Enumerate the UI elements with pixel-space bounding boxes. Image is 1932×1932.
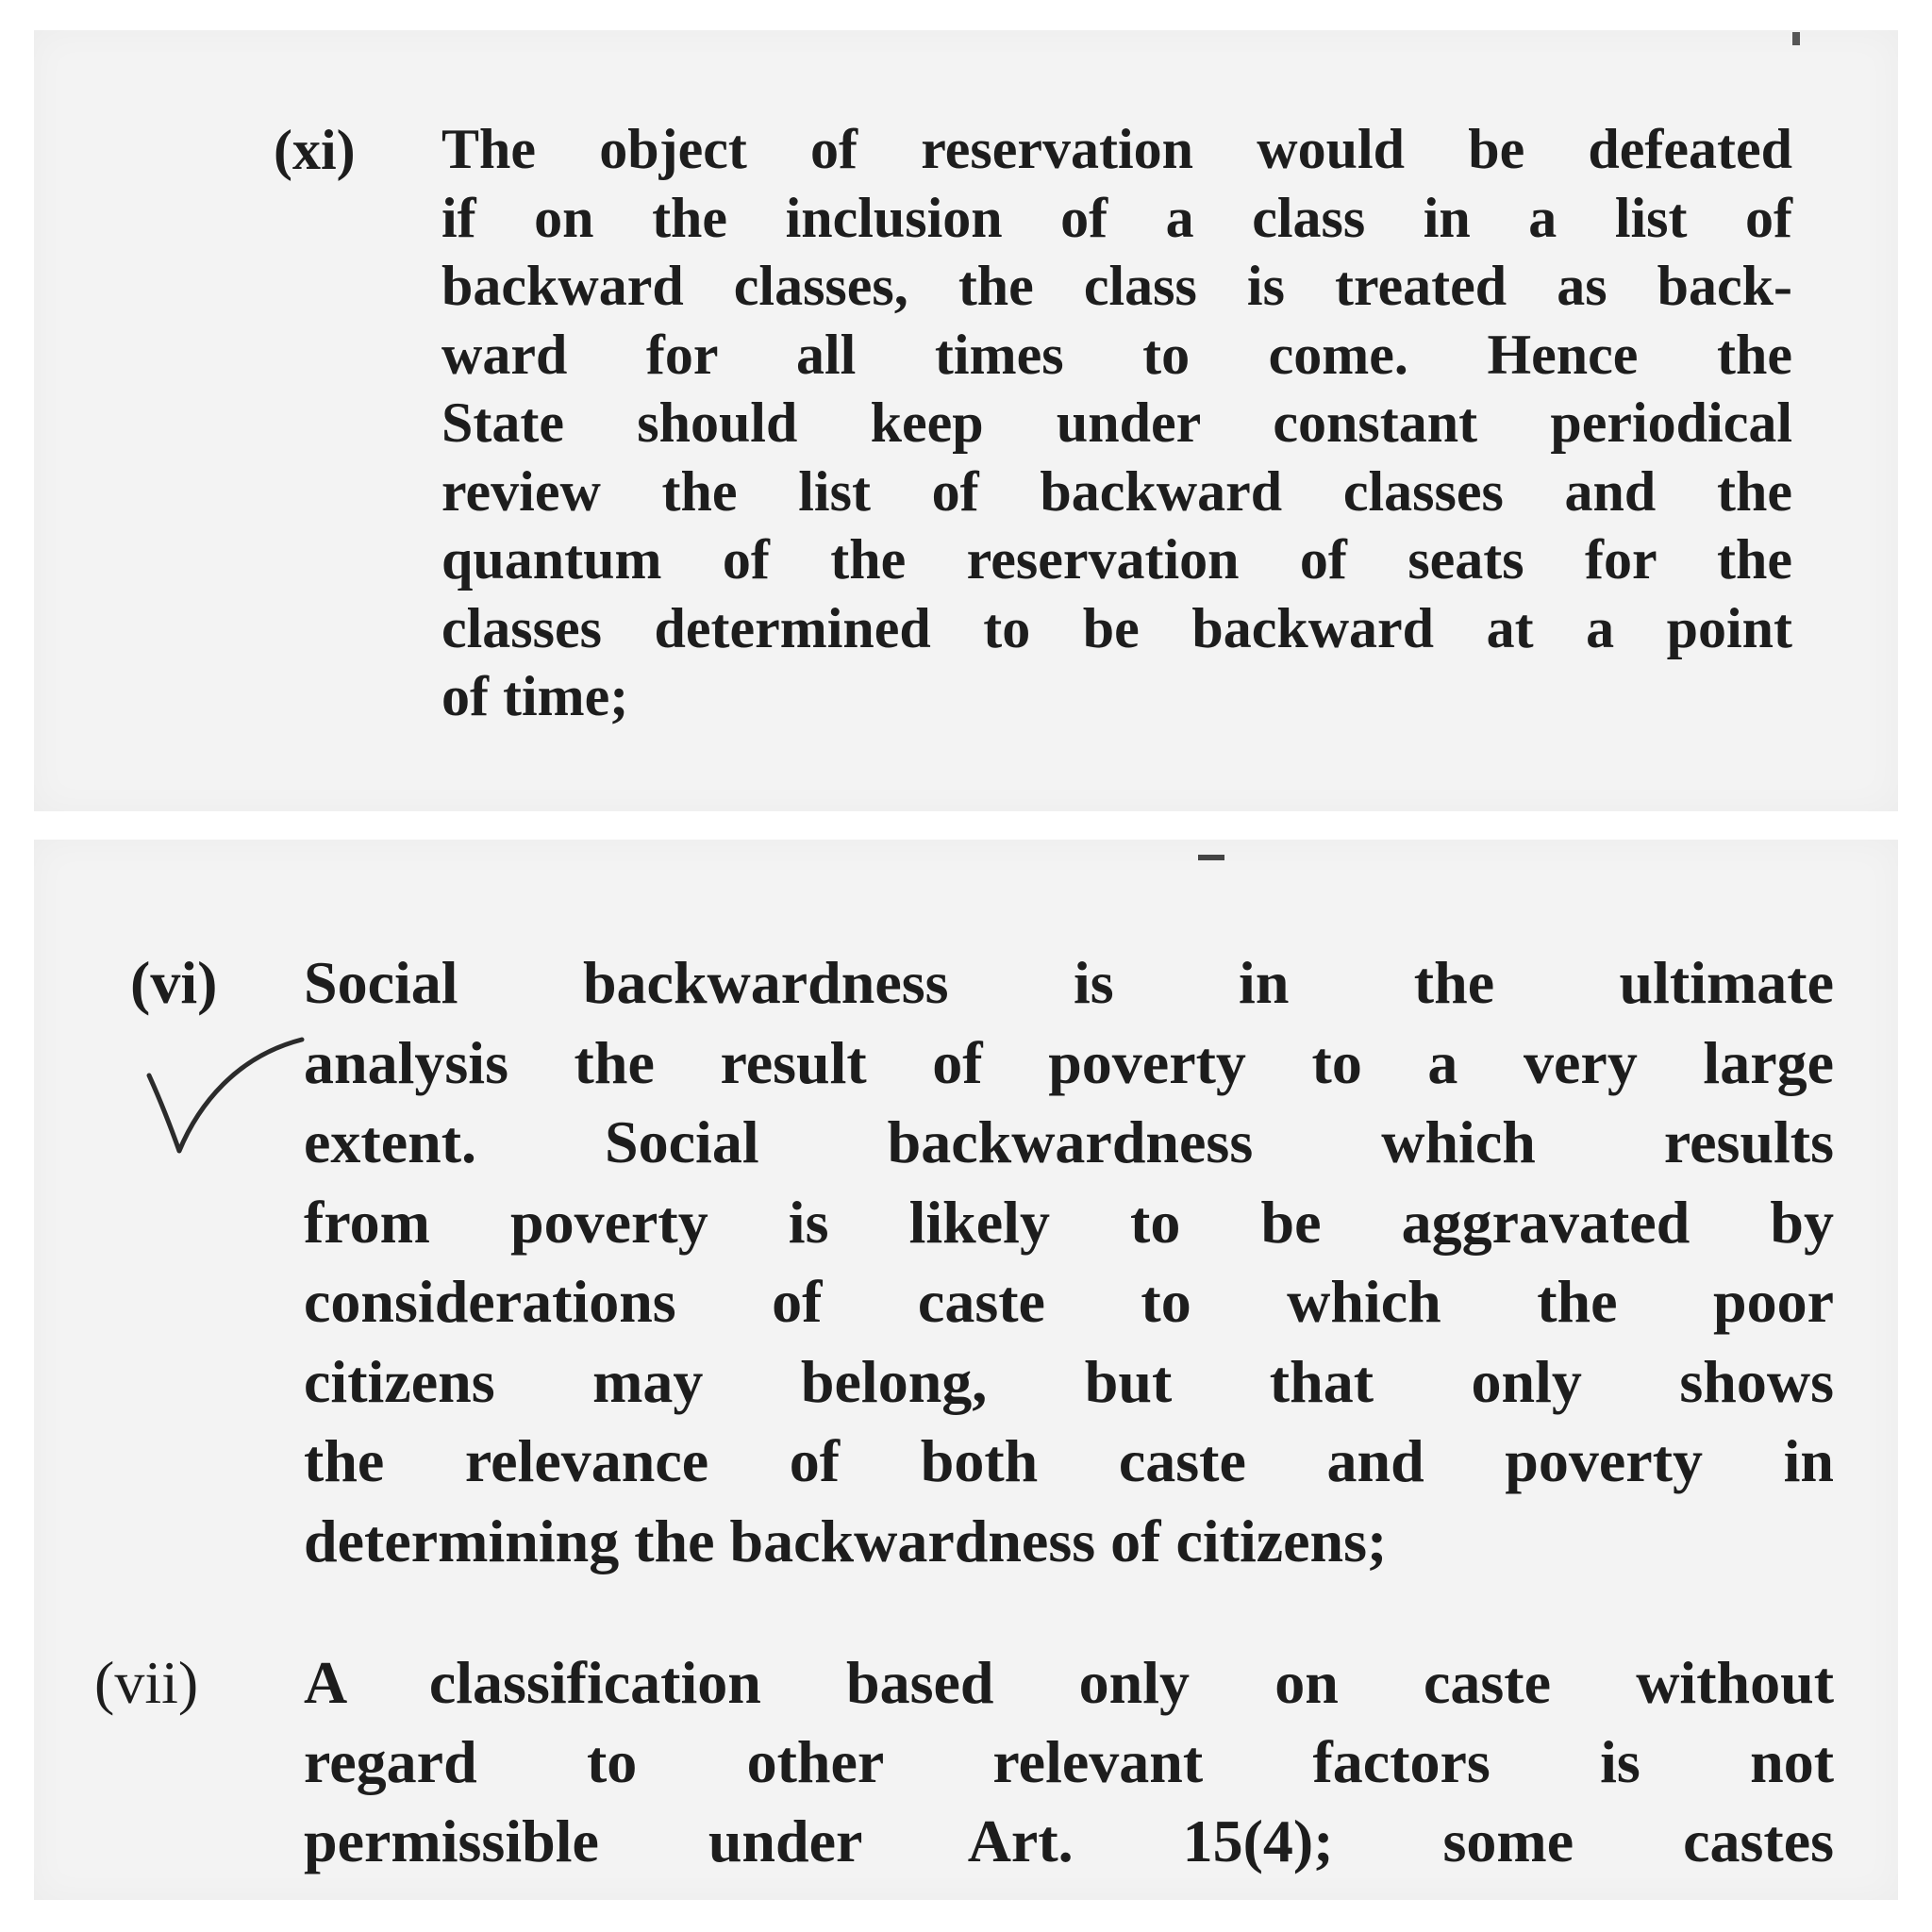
checkmark-icon (142, 1021, 321, 1162)
clause-text (304, 1643, 1834, 1881)
text-line: considerations of caste to which the poor (304, 1268, 1834, 1335)
text-line: classes determined to be backward at a point (441, 596, 1792, 659)
clause-number: (vii) (94, 1649, 199, 1716)
text-line: review the list of backward classes and the (441, 459, 1792, 523)
clause-text (304, 943, 1834, 1581)
text-line: analysis the result of poverty to a very large (304, 1028, 1834, 1096)
text-line: A classification based only on caste without (304, 1649, 1834, 1716)
text-line: The object of reservation would be defeated (441, 118, 1792, 180)
text-line: if on the inclusion of a class in a list of (441, 186, 1792, 249)
text-line: of time; (441, 665, 629, 727)
text-line: the relevance of both caste and poverty in (304, 1427, 1834, 1494)
text-line: extent. Social backwardness which results (304, 1108, 1834, 1175)
text-line: from poverty is likely to be aggravated by (304, 1188, 1834, 1256)
text-line: determining the backwardness of citizens; (304, 1507, 1388, 1574)
clause-vii (94, 1643, 1834, 1881)
text-line: ward for all times to come. Hence the (441, 323, 1792, 386)
text-line: citizens may belong, but that only shows (304, 1347, 1834, 1415)
clause-number: (vi) (130, 949, 218, 1016)
text-line: permissible under Art. 15(4); some castes (304, 1807, 1834, 1874)
clause-vi (130, 943, 1834, 1581)
clause-text (441, 115, 1792, 731)
text-line: State should keep under constant periodical (441, 391, 1792, 454)
text-line: regard to other relevant factors is not (304, 1728, 1834, 1795)
scan-blot (1198, 855, 1224, 860)
clause-xi (274, 115, 1792, 731)
text-line: quantum of the reservation of seats for the (441, 528, 1792, 591)
scan-blot (1792, 32, 1800, 45)
clause-number: (xi) (274, 119, 356, 181)
text-line: backward classes, the class is treated as back- (441, 255, 1792, 317)
text-line: Social backwardness is in the ultimate (304, 949, 1834, 1016)
